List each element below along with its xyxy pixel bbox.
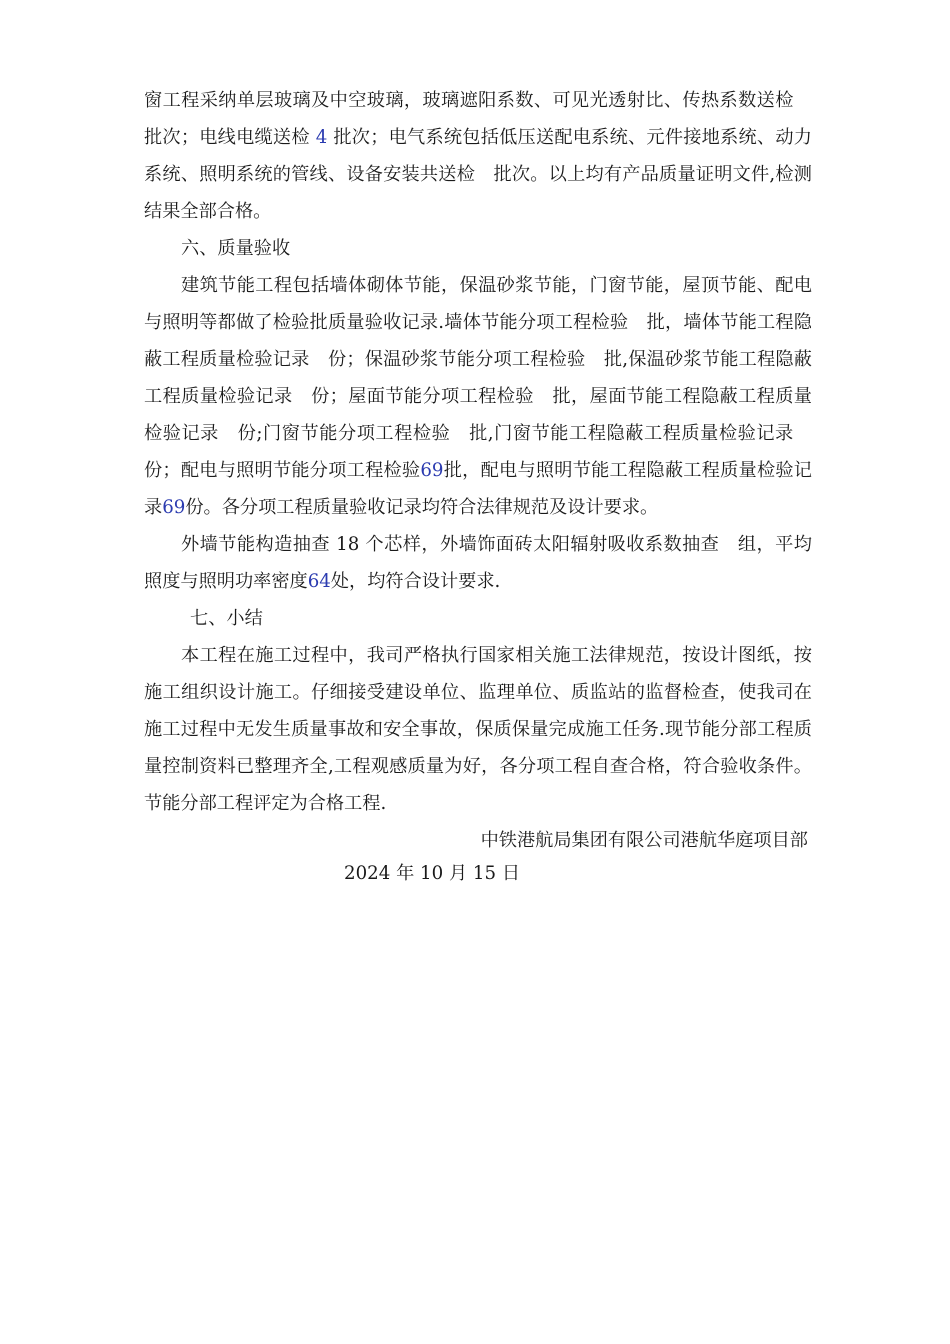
text-segment: 外墙节能构造抽查 18 个芯样，外墙饰面砖太阳辐射吸收系数抽查: [181, 534, 720, 555]
text-segment: 份。各分项工程质量验收记录均符合法律规范及设计要求。: [185, 497, 659, 518]
text-segment: 批次；电线电缆送检: [144, 127, 310, 148]
text-segment: 批，配电与照明节能工程隐蔽工程质量检验记录: [144, 460, 812, 518]
batch-count: 69: [420, 460, 444, 481]
batch-count: 4: [315, 127, 328, 148]
paragraph-materials: [144, 82, 812, 230]
text-segment: 份；保温砂浆节能分项工程检验: [327, 349, 586, 370]
text-segment: 处，均符合设计要求.: [330, 571, 501, 592]
signature-organization: 中铁港航局集团有限公司港航华庭项目部: [480, 830, 808, 851]
document-body: [144, 82, 812, 890]
location-count: 64: [307, 571, 331, 592]
text-segment: 份;门窗节能分项工程检验: [237, 423, 451, 444]
text-segment: 批,门窗节能工程隐蔽工程质量检验记录: [468, 423, 794, 444]
section-heading-summary: 七、小结: [190, 608, 263, 629]
paragraph-inspection: [144, 526, 812, 600]
text-segment: 组，平均照度与照明功率密度: [144, 534, 812, 592]
paragraph-summary: 本工程在施工过程中，我司严格执行国家相关施工法律规范，按设计图纸，按施工组织设计施工。仔细接受建设单位、监理单位、质监站的监督检查，使我司在施工过程中无发生质量事故和安全事故，保质保量完成施工任务.现节能分部工程质量控制资料已整理齐全,工程观感质量为好，各分项工程自查合格，符合验收条件。节能分部工程评定为合格工程.: [144, 645, 812, 814]
text-segment: 建筑节能工程包括墙体砌体节能，保温砂浆节能，门窗节能，屋顶节能、配电与照明等都做了检验批质量验收记录.墙体节能分项工程检验: [144, 275, 812, 333]
signature-date: 2024 年 10 月 15 日: [344, 863, 521, 884]
section-heading-quality: 六、质量验收: [181, 238, 291, 259]
text-segment: 批，屋面节能工程隐蔽工程质量检验记录: [144, 386, 812, 444]
record-count: 69: [162, 497, 186, 518]
text-segment: 批次；电气系统包括低压送配电系统、元件接地系统、动力系统、照明系统的管线、设备安装共送检: [144, 127, 812, 185]
text-segment: 批,保温砂浆节能工程隐蔽工程质量检验记录: [144, 349, 812, 407]
paragraph-quality: [144, 267, 812, 526]
text-segment: 批次。以上均有产品质量证明文件,检测结果全部合格。: [144, 164, 812, 222]
text-segment: 窗工程采纳单层玻璃及中空玻璃，玻璃遮阳系数、可见光透射比、传热系数送检: [144, 90, 794, 111]
text-segment: 份；屋面节能分项工程检验: [310, 386, 534, 407]
text-segment: 批，墙体节能工程隐蔽工程质量检验记录: [144, 312, 812, 370]
text-segment: 份；配电与照明节能分项工程检验: [144, 460, 421, 481]
